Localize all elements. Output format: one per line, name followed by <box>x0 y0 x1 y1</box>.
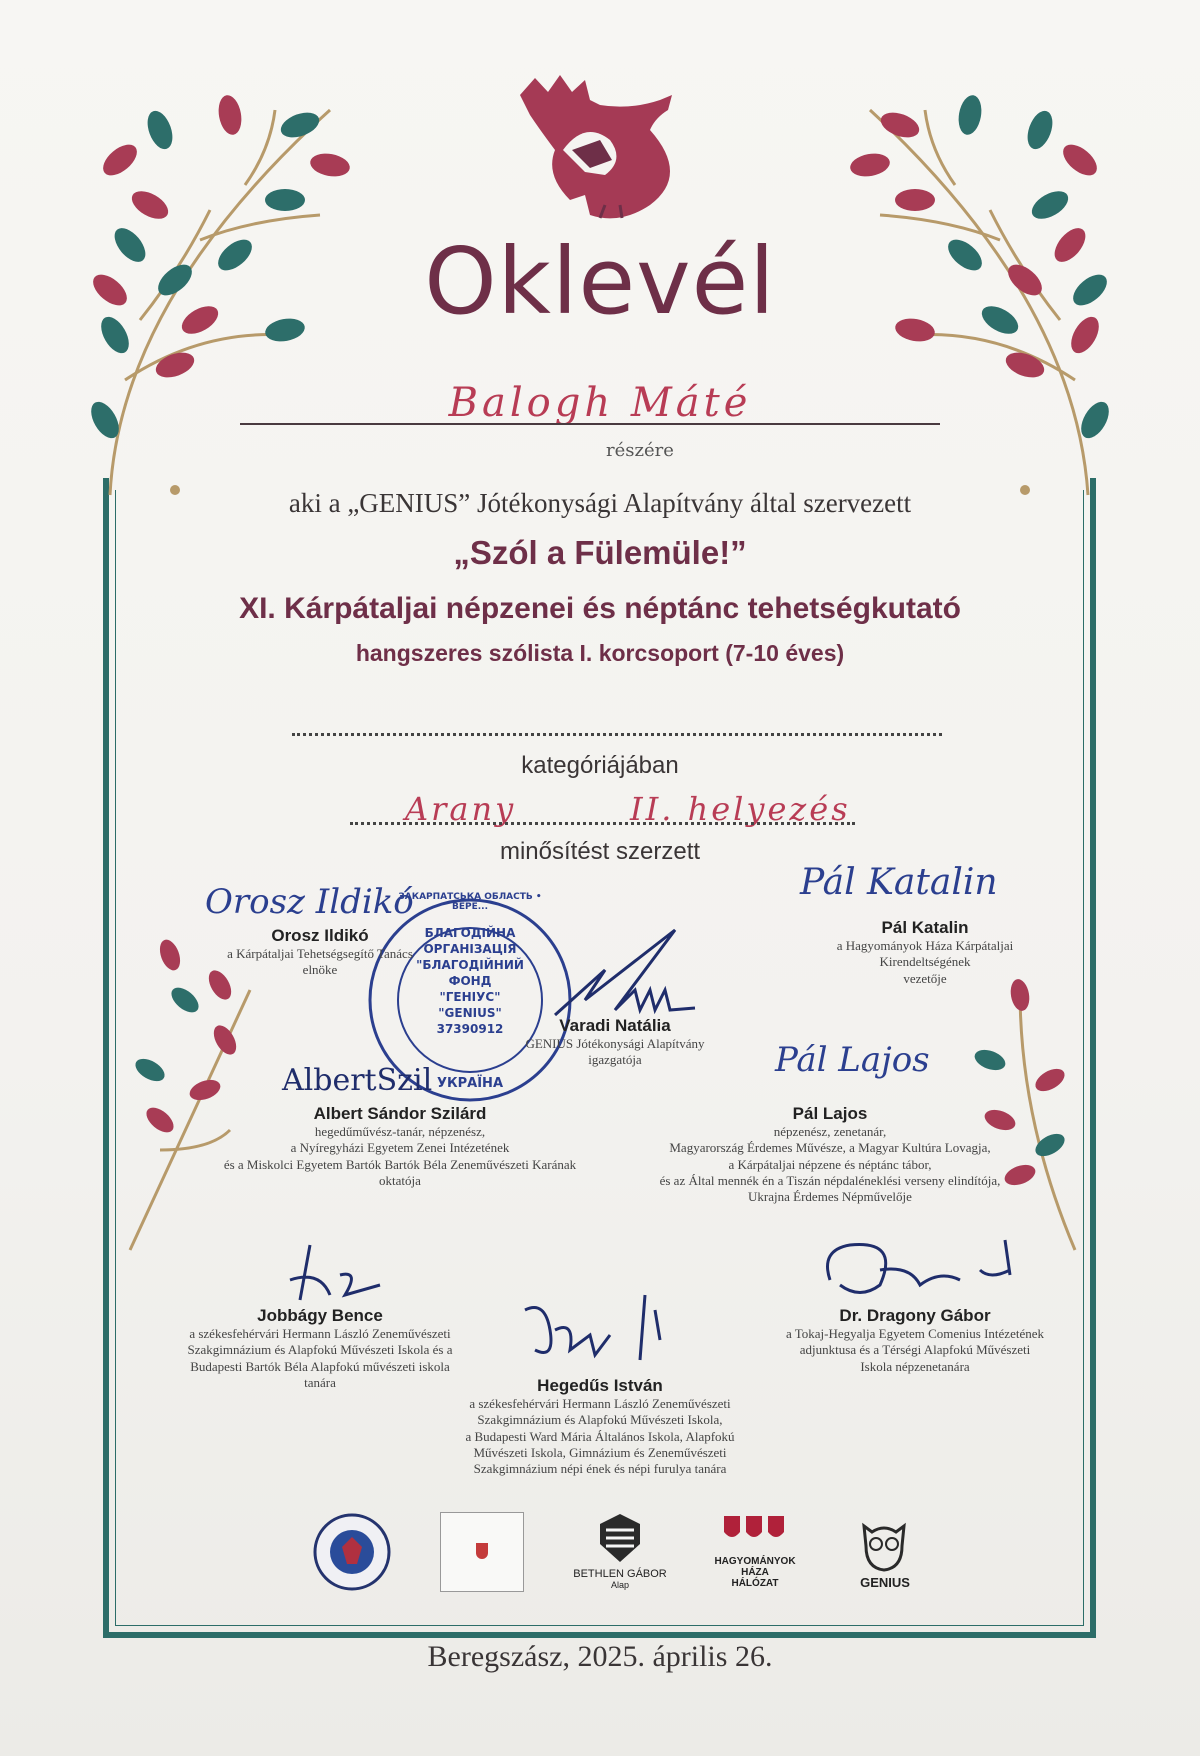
issue-date: Beregszász, 2025. április 26. <box>427 1640 773 1673</box>
signatory-desc: a Hagyományok Háza Kárpátaljai <box>836 938 1014 953</box>
signatory-desc: hegedűművész-tanár, népzenész, <box>314 1124 486 1139</box>
signatory-desc: adjunktusa és a Térségi Alapfokú Művészeti <box>799 1342 1031 1358</box>
signature-dragony-icon <box>810 1230 1030 1310</box>
hagyomanyok-haza-logo <box>700 1556 810 1589</box>
event-name: „Szól a Fülemüle!” <box>453 534 747 571</box>
rooster-icon <box>520 75 672 218</box>
signatory-desc: Budapesti Bartók Béla Alapfokú művészeti iskola <box>190 1358 450 1374</box>
signatory-desc: GENIUS Jótékonysági Alapítvány <box>525 1036 705 1051</box>
signatory-orosz <box>190 926 450 979</box>
ministry-logo <box>440 1512 524 1592</box>
category-dotted-line <box>292 733 942 736</box>
genius-owl-logo-icon <box>858 1516 910 1572</box>
signatory-desc: Művészeti Iskola, Gimnázium és Zeneművészeti <box>473 1444 727 1460</box>
signature-pal-lajos: Pál Lajos <box>775 1040 930 1080</box>
signatory-pal-lajos <box>620 1104 1040 1205</box>
signatory-dragony <box>760 1306 1070 1375</box>
stamp-line-4: ФОНД <box>448 974 492 988</box>
signatory-desc: Iskola népzenetanára <box>860 1358 970 1374</box>
event-subtitle: XI. Kárpátaljai népzenei és néptánc tehetségkutató <box>239 592 961 625</box>
hagyomanyok-line-2: HÁZA <box>741 1567 769 1578</box>
kategoriajaban-label: kategóriájában <box>521 752 679 779</box>
recipient-name: Balogh Máté <box>448 380 752 426</box>
bethlen-gabor-name: BETHLEN GÁBOR <box>573 1568 667 1580</box>
signatory-name: Pál Lajos <box>792 1104 868 1123</box>
signatory-name: Hegedűs István <box>537 1376 663 1395</box>
stamp-line-3: "БЛАГОДІЙНИЙ <box>416 958 524 972</box>
stamp-ring-text: ЗАКАРПАТСЬКА ОБЛАСТЬ • ВЕРЕ... <box>398 892 542 912</box>
signatory-name: Dr. Dragony Gábor <box>839 1306 991 1325</box>
stamp-line-1: БЛАГОДІЙНА <box>424 926 516 940</box>
signatory-desc: Ukrajna Érdemes Népművelője <box>748 1189 912 1204</box>
signatory-desc: a székesfehérvári Hermann László Zeneművészeti <box>189 1326 451 1341</box>
result-dotted-line <box>350 822 855 825</box>
category-line: hangszeres szólista I. korcsoport (7-10 éves) <box>355 640 845 666</box>
bethlen-gabor-logo <box>570 1568 670 1590</box>
signature-albert: AlbertSzil <box>282 1063 433 1098</box>
hagyomanyok-line-1: HAGYOMÁNYOK <box>714 1556 796 1567</box>
stamp-line-6: "GENIUS" <box>438 1006 502 1020</box>
signature-pal-katalin: Pál Katalin <box>800 862 998 903</box>
signatory-name: Pál Katalin <box>881 918 969 937</box>
signatory-desc: Magyarország Érdemes Művésze, a Magyar Kultúra Lovagja, <box>669 1140 991 1156</box>
result-place: II. helyezés <box>630 790 851 828</box>
minosites-label: minősítést szerzett <box>499 838 701 865</box>
signatory-name: Jobbágy Bence <box>257 1306 383 1325</box>
signatory-desc: népzenész, zenetanár, <box>773 1124 887 1139</box>
stamp-country: УКРАЇНА <box>436 1076 503 1091</box>
hagyomanyok-haza-logo-icon <box>722 1512 786 1548</box>
signatory-name: Orosz Ildikó <box>271 926 369 945</box>
signatory-desc: igazgatója <box>588 1052 642 1068</box>
signatory-desc: a Nyíregyházi Egyetem Zenei Intézetének <box>290 1140 510 1156</box>
signatory-desc: Szakgimnázium és Alapfokú Művészeti Iskola és a <box>187 1342 453 1358</box>
signatory-desc: Szakgimnázium népi ének és népi furulya tanára <box>473 1461 727 1476</box>
round-seal-logo <box>312 1512 392 1592</box>
signatory-pal-katalin <box>790 918 1060 987</box>
bethlen-gabor-logo-icon <box>598 1512 642 1564</box>
signature-hegedus-icon <box>515 1290 685 1370</box>
signatory-desc: a székesfehérvári Hermann László Zeneművészeti <box>469 1396 731 1411</box>
signatory-desc: tanára <box>304 1374 336 1390</box>
signatory-desc: elnöke <box>302 962 338 978</box>
signatory-desc: és a Miskolci Egyetem Bartók Bartók Béla Zeneművészeti Karának <box>223 1156 577 1172</box>
signatory-varadi <box>500 1016 730 1069</box>
signatory-desc: vezetője <box>903 970 947 986</box>
signatory-desc: a Budapesti Ward Mária Általános Iskola, Alapfokú <box>465 1428 735 1444</box>
signatory-desc: a Tokaj-Hegyalja Egyetem Comenius Intézetének <box>785 1326 1045 1341</box>
result-level: Arany <box>405 790 517 828</box>
stamp-line-5: "ГЕНІУС" <box>439 990 501 1004</box>
signatory-desc: és az Által mennék én a Tiszán népdaléneklési verseny elindítója, <box>659 1172 1001 1188</box>
signatory-desc: Kirendeltségének <box>879 954 971 970</box>
signatory-name: Varadi Natália <box>559 1016 671 1035</box>
stamp-line-2: ОРГАНІЗАЦІЯ <box>423 942 517 956</box>
recipient-underline <box>240 423 940 425</box>
lower-left-branch-icon <box>130 937 250 1250</box>
stamp-code: 37390912 <box>436 1022 504 1036</box>
reszere-label: részére <box>606 440 674 461</box>
diploma-title: Oklevél <box>424 228 776 335</box>
signature-orosz: Orosz Ildikó <box>205 882 414 922</box>
signatory-desc: oktatója <box>379 1172 421 1188</box>
signature-varadi-icon <box>545 920 705 1030</box>
bethlen-gabor-sub: Alap <box>610 1580 629 1590</box>
signatory-name: Albert Sándor Szilárd <box>313 1104 487 1123</box>
signatory-desc: a Kárpátaljai népzene és néptánc tábor, <box>728 1156 932 1172</box>
signatory-desc: a Kárpátaljai Tehetségsegítő Tanács <box>227 946 413 961</box>
hagyomanyok-line-3: HÁLÓZAT <box>731 1578 779 1589</box>
signatory-desc: Szakgimnázium és Alapfokú Művészeti Iskola, <box>477 1412 723 1428</box>
genius-logo: GENIUS <box>860 1575 910 1590</box>
signatory-albert <box>200 1104 600 1189</box>
organizer-line: aki a „GENIUS” Jótékonysági Alapítvány által szervezett <box>288 488 912 518</box>
signatory-hegedus <box>430 1376 770 1477</box>
signature-jobbagy-icon <box>280 1240 390 1310</box>
